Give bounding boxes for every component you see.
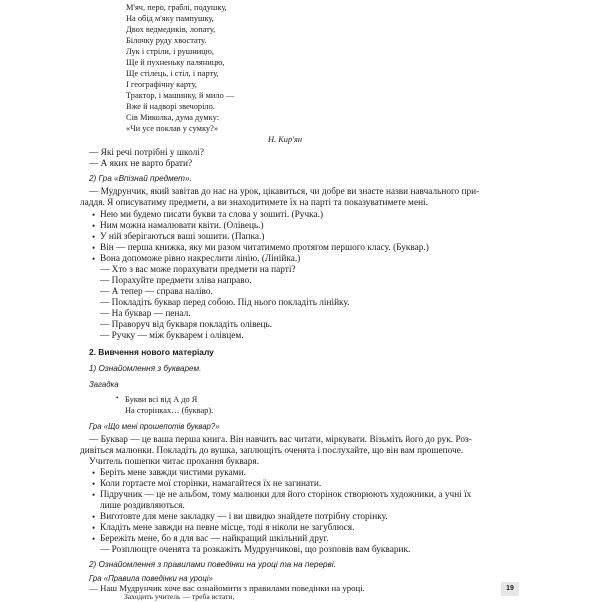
paragraph-line: — Наш Мудрунчик хоче вас ознайомити з правилами поведінки на уроці. <box>89 583 365 593</box>
poem-line: Лук і стріли, і рушницю, <box>126 47 215 56</box>
question-line: — Які речі потрібні у школі? <box>89 148 204 158</box>
poem-line: Двох ведмедиків, лопату, <box>126 25 216 34</box>
bullet-item: Нею ми будемо писати букви та слова у зошиті. (Ручка.) <box>100 210 324 220</box>
paragraph-line: Учитель пошепки читає прохання букваря. <box>89 457 260 467</box>
game-title: Гра «Правила поведінки на уроці» <box>89 574 213 583</box>
poem-line: Білочку руду хвостату. <box>126 36 207 45</box>
question-line: — А яких не варто брати? <box>89 159 193 169</box>
subsection-heading: 2) Ознайомлення з правилами поведінки на уроці та на перерві. <box>89 560 336 569</box>
poem-line: Вже й надворі звечоріло. <box>126 102 215 111</box>
poem-line: Ще стілець, і стіл, і парту, <box>126 69 219 78</box>
bullet-icon: • <box>92 512 96 522</box>
poem-line: Трактор, і машинку, й мило — <box>126 91 235 100</box>
bullet-item: Підручник — це не альбом, тому малюнки для його сторінок створюють художники, а учні їх <box>100 490 472 500</box>
poem-line: М'яч, перо, граблі, подушку, <box>126 3 227 12</box>
bullet-icon: • <box>92 254 96 264</box>
paragraph-line: — Буквар — це ваша перша книга. Він навчить вас читати, міркувати. Візьміть його до рук. Роз- <box>89 435 472 445</box>
bullet-item: Він — перша книжка, яку ми разом читатимемо протягом першого класу. (Буквар.) <box>100 243 429 253</box>
game-title: Гра «Що мені прошепотів буквар?» <box>89 422 220 431</box>
dialog-line: — Порахуйте предмети зліва направо. <box>100 276 252 286</box>
final-poem-line: Заходить учитель — треба встати, <box>124 592 235 601</box>
dialog-line: — Хто з вас може порахувати предмети на парті? <box>100 265 296 275</box>
bullet-item: У ній зберігаються ваші зошити. (Папка.) <box>100 232 265 242</box>
poem-line: «Чи усе поклав у сумку?» <box>126 124 219 133</box>
paragraph-line: ладдя. Я описуватиму предмети, а ви знаходитимете їх на парті та показуватимете мені. <box>80 198 428 208</box>
bullet-icon: • <box>92 243 96 253</box>
bullet-item: Бережіть мене, бо я для вас — найкращий шкільний друг. <box>100 534 329 544</box>
poem-line: Ще й пухненьку паляницю, <box>126 58 225 67</box>
dialog-line: — На буквар — пенал. <box>100 309 191 319</box>
bullet-item: Беріть мене завжди чистими руками. <box>100 468 246 478</box>
bullet-item: Виготовте для мене закладку — і ви швидко знайдете потрібну сторінку. <box>100 512 388 522</box>
poem-line: На обід м'яку пампушку, <box>126 14 214 23</box>
bullet-icon: • <box>92 534 96 544</box>
bullet-icon: • <box>92 232 96 242</box>
paragraph-line: — Мудрунчик, який завітав до нас на урок, цікавиться, чи добре ви знаєте назви навчального при- <box>89 187 480 197</box>
dialog-line: — Покладіть буквар перед собою. Під нього покладіть лінійку. <box>100 298 350 308</box>
bullet-icon: • <box>116 394 119 402</box>
bullet-icon: • <box>92 479 96 489</box>
bullet-item: Кладіть мене завжди на певне місце, тоді я ніколи не загублюся. <box>100 523 355 533</box>
page-number: 19 <box>501 582 519 596</box>
section-heading: 2. Вивчення нового матеріалу <box>89 347 214 357</box>
game-title: 2) Гра «Впізнай предмет». <box>89 174 192 183</box>
dialog-line: — Розплющте оченята та розкажіть Мудрунчикові, що розповів вам букварик. <box>100 545 411 555</box>
bullet-icon: • <box>92 523 96 533</box>
poem-line: І географічну карту, <box>126 80 197 89</box>
riddle-label: Загадка <box>89 380 119 389</box>
bullet-icon: • <box>92 221 96 231</box>
dialog-line: — А тепер — справа наліво. <box>100 287 213 297</box>
riddle-line: На сторінках… (буквар). <box>125 406 214 415</box>
bullet-item: Вона допоможе рівно накреслити лінію. (Лінійка.) <box>100 254 301 264</box>
poem-author: Н. Кир'ян <box>268 135 303 144</box>
bullet-icon: • <box>92 468 96 478</box>
bullet-item-continued: лише роздивляються. <box>100 501 185 511</box>
riddle-line: Букви всі від А до Я <box>125 395 198 404</box>
bullet-icon: • <box>92 210 96 220</box>
bullet-item: Ним можна намалювати квіти. (Олівець.) <box>100 221 264 231</box>
subsection-heading: 1) Ознайомлення з букварем. <box>89 364 202 373</box>
poem-line: Сів Миколка, дума думку: <box>126 113 220 122</box>
dialog-line: — Ручку — між букварем і олівцем. <box>100 331 244 341</box>
bullet-item: Коли гортаєте мої сторінки, намагайтеся їх не загинати. <box>100 479 322 489</box>
paragraph-line: дивіться малюнки. Покладіть до вушка, заплющіть оченята і послухайте, що він вам прошепоче. <box>80 446 464 456</box>
dialog-line: — Праворуч від букваря покладіть олівець. <box>100 320 273 330</box>
bullet-icon: • <box>92 490 96 500</box>
